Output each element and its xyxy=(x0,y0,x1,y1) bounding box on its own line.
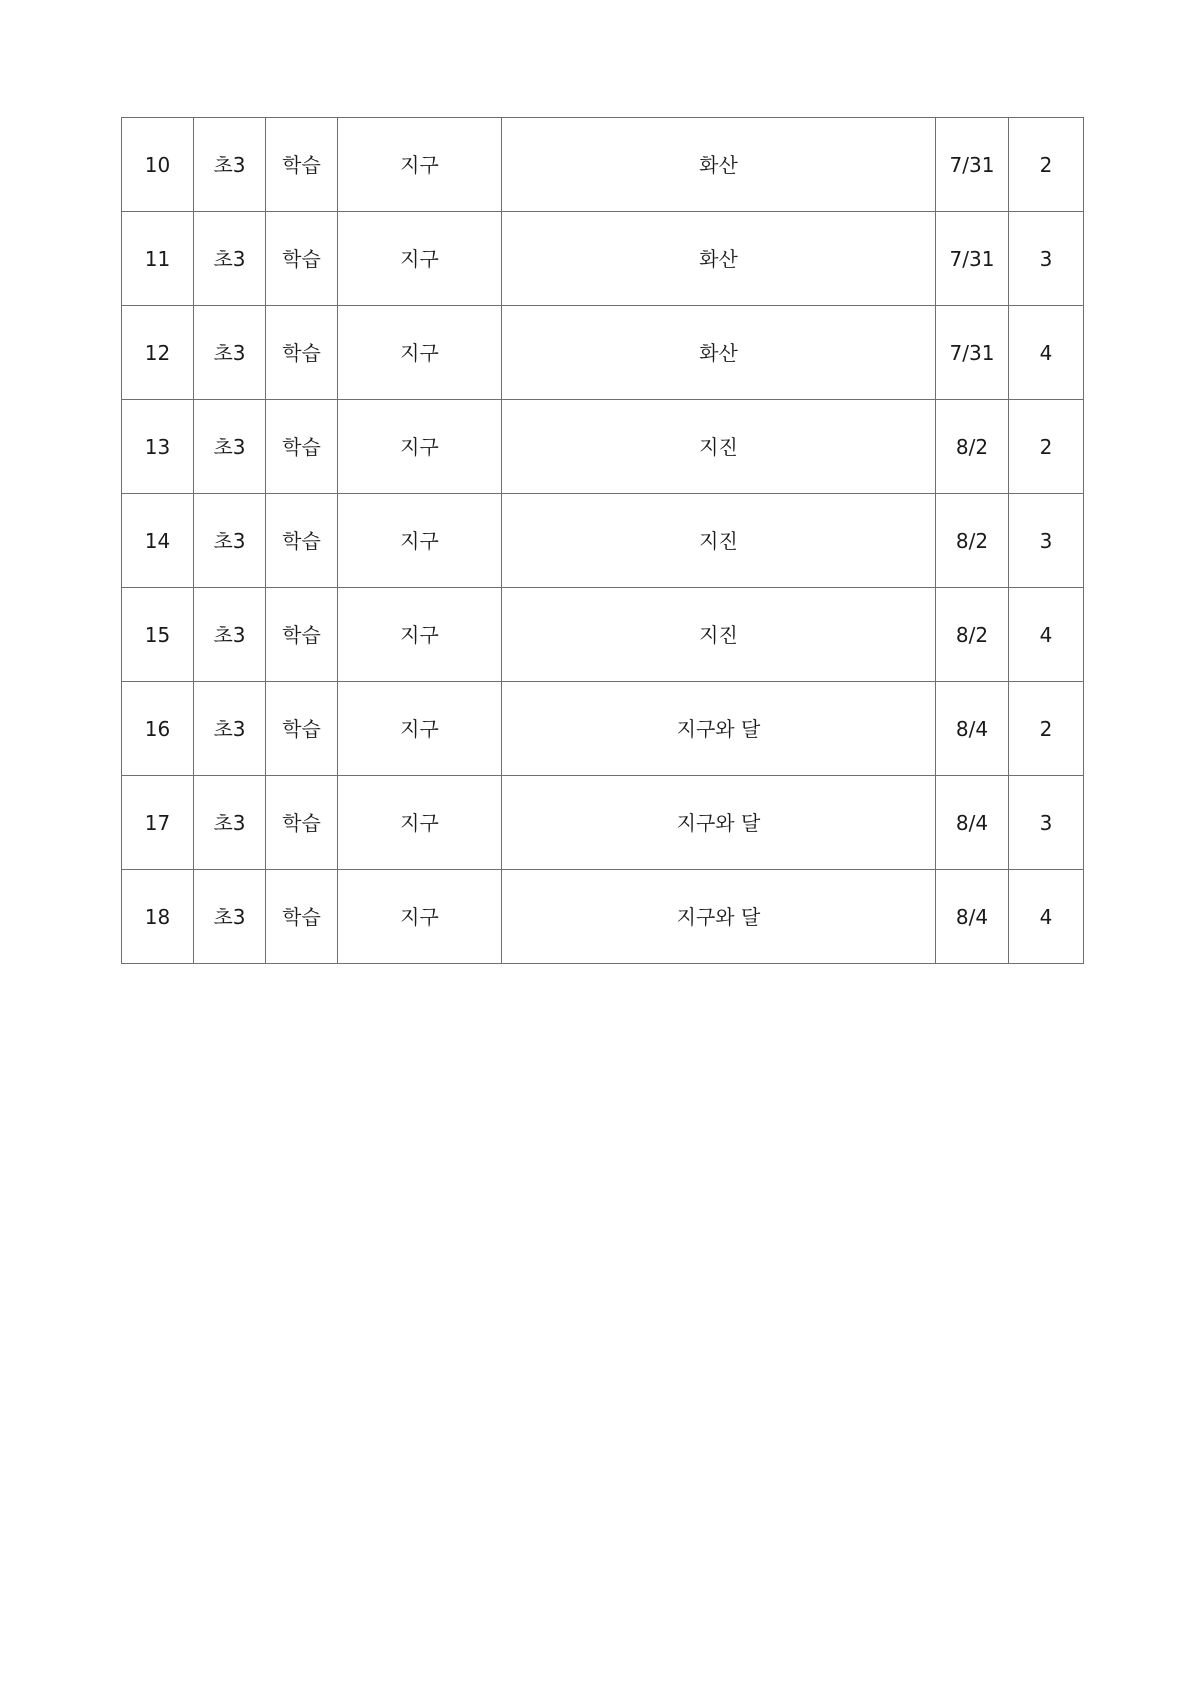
row-number-cell: 10 xyxy=(122,118,194,212)
row-number-cell: 13 xyxy=(122,400,194,494)
table-row xyxy=(122,776,1084,870)
date-cell: 8/4 xyxy=(936,870,1009,964)
table-row xyxy=(122,306,1084,400)
date-cell: 7/31 xyxy=(936,306,1009,400)
type-cell: 학습 xyxy=(266,494,338,588)
subject-cell: 지구 xyxy=(338,588,502,682)
row-number-cell: 16 xyxy=(122,682,194,776)
row-number-cell: 18 xyxy=(122,870,194,964)
type-cell: 학습 xyxy=(266,118,338,212)
subject-cell: 지구 xyxy=(338,494,502,588)
topic-cell: 지구와 달 xyxy=(502,682,936,776)
table-row xyxy=(122,400,1084,494)
table-row xyxy=(122,494,1084,588)
period-cell: 4 xyxy=(1009,306,1084,400)
topic-cell: 화산 xyxy=(502,306,936,400)
grade-cell: 초3 xyxy=(194,118,266,212)
schedule-table xyxy=(121,117,1084,964)
grade-cell: 초3 xyxy=(194,494,266,588)
period-cell: 3 xyxy=(1009,212,1084,306)
type-cell: 학습 xyxy=(266,870,338,964)
period-cell: 2 xyxy=(1009,682,1084,776)
topic-cell: 지구와 달 xyxy=(502,776,936,870)
grade-cell: 초3 xyxy=(194,588,266,682)
type-cell: 학습 xyxy=(266,306,338,400)
subject-cell: 지구 xyxy=(338,306,502,400)
period-cell: 2 xyxy=(1009,118,1084,212)
grade-cell: 초3 xyxy=(194,870,266,964)
subject-cell: 지구 xyxy=(338,212,502,306)
topic-cell: 지진 xyxy=(502,494,936,588)
period-cell: 3 xyxy=(1009,776,1084,870)
date-cell: 8/2 xyxy=(936,494,1009,588)
period-cell: 4 xyxy=(1009,870,1084,964)
type-cell: 학습 xyxy=(266,588,338,682)
subject-cell: 지구 xyxy=(338,118,502,212)
topic-cell: 지구와 달 xyxy=(502,870,936,964)
topic-cell: 지진 xyxy=(502,588,936,682)
grade-cell: 초3 xyxy=(194,400,266,494)
date-cell: 8/2 xyxy=(936,400,1009,494)
topic-cell: 화산 xyxy=(502,212,936,306)
row-number-cell: 12 xyxy=(122,306,194,400)
table-row xyxy=(122,118,1084,212)
table-row xyxy=(122,682,1084,776)
topic-cell: 화산 xyxy=(502,118,936,212)
type-cell: 학습 xyxy=(266,400,338,494)
row-number-cell: 11 xyxy=(122,212,194,306)
row-number-cell: 17 xyxy=(122,776,194,870)
table-row xyxy=(122,870,1084,964)
grade-cell: 초3 xyxy=(194,682,266,776)
grade-cell: 초3 xyxy=(194,212,266,306)
subject-cell: 지구 xyxy=(338,870,502,964)
period-cell: 4 xyxy=(1009,588,1084,682)
period-cell: 3 xyxy=(1009,494,1084,588)
topic-cell: 지진 xyxy=(502,400,936,494)
subject-cell: 지구 xyxy=(338,682,502,776)
subject-cell: 지구 xyxy=(338,400,502,494)
subject-cell: 지구 xyxy=(338,776,502,870)
period-cell: 2 xyxy=(1009,400,1084,494)
row-number-cell: 14 xyxy=(122,494,194,588)
grade-cell: 초3 xyxy=(194,306,266,400)
row-number-cell: 15 xyxy=(122,588,194,682)
date-cell: 7/31 xyxy=(936,212,1009,306)
date-cell: 8/4 xyxy=(936,682,1009,776)
date-cell: 8/4 xyxy=(936,776,1009,870)
type-cell: 학습 xyxy=(266,682,338,776)
table-row xyxy=(122,588,1084,682)
grade-cell: 초3 xyxy=(194,776,266,870)
date-cell: 8/2 xyxy=(936,588,1009,682)
type-cell: 학습 xyxy=(266,776,338,870)
type-cell: 학습 xyxy=(266,212,338,306)
table-row xyxy=(122,212,1084,306)
date-cell: 7/31 xyxy=(936,118,1009,212)
